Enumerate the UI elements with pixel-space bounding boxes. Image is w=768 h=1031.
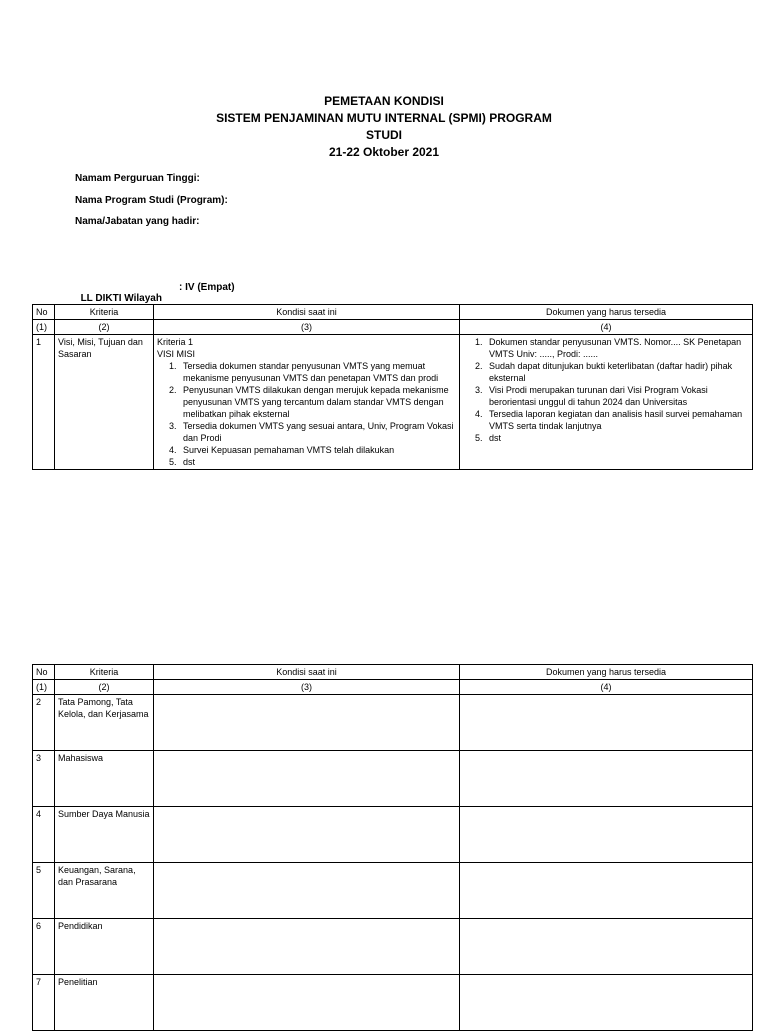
header-num-1: (1) (33, 680, 55, 695)
list-item: 4. Tersedia laporan kegiatan dan analisis hasil survei pemahaman VMTS serta tindak lanjutnya (485, 408, 749, 432)
header-kondisi: Kondisi saat ini (154, 305, 460, 320)
list-item: 2. Sudah dapat ditunjukan bukti keterlibatan (daftar hadir) pihak eksternal (485, 360, 749, 384)
kondisi-heading-2: VISI MISI (157, 349, 196, 359)
row-no: 7 (33, 975, 55, 1031)
row-kriteria: Pendidikan (55, 919, 154, 975)
row-no: 3 (33, 751, 55, 807)
table-row (33, 807, 753, 863)
title-line-3: STUDI (366, 128, 402, 142)
dokumen-list (463, 336, 749, 444)
row-no: 2 (33, 695, 55, 751)
table-row (33, 695, 753, 751)
row-kondisi[interactable] (154, 975, 460, 1031)
list-item: 1. Dokumen standar penyusunan VMTS. Nomor.... SK Penetapan VMTS Univ: ....., Prodi: ...... (485, 336, 749, 360)
row-dokumen[interactable] (460, 807, 753, 863)
kondisi-list (157, 360, 456, 468)
title-line-2: SISTEM PENJAMINAN MUTU INTERNAL (SPMI) PROGRAM (216, 111, 552, 125)
wilayah-value: : IV (Empat) (179, 282, 235, 293)
header-num-1: (1) (33, 320, 55, 335)
row-no: 5 (33, 863, 55, 919)
list-item: 5. dst (179, 456, 456, 468)
row-dokumen[interactable] (460, 863, 753, 919)
criteria-table-2 (32, 664, 753, 1031)
row-no: 4 (33, 807, 55, 863)
header-num-3: (3) (154, 320, 460, 335)
perguruan-tinggi-label: Namam Perguruan Tinggi: (75, 173, 200, 184)
table-row (33, 919, 753, 975)
row-kondisi[interactable] (154, 919, 460, 975)
row-kriteria: Visi, Misi, Tujuan dan Sasaran (55, 335, 154, 470)
wilayah-label: LL DIKTI Wilayah (80, 293, 162, 304)
title-line-4: 21-22 Oktober 2021 (328, 145, 440, 159)
list-item: 3. Visi Prodi merupakan turunan dari Visi Program Vokasi berorientasi unggul di tahun 2024 dan Universitas (485, 384, 749, 408)
row-kriteria: Tata Pamong, Tata Kelola, dan Kerjasama (55, 695, 154, 751)
header-no: No (33, 665, 55, 680)
jabatan-label: Nama/Jabatan yang hadir: (75, 216, 200, 227)
row-dokumen (460, 335, 753, 470)
header-kriteria: Kriteria (55, 305, 154, 320)
program-studi-label: Nama Program Studi (Program): (75, 195, 228, 206)
header-num-2: (2) (55, 320, 154, 335)
header-kondisi: Kondisi saat ini (154, 665, 460, 680)
row-dokumen[interactable] (460, 919, 753, 975)
table-row (33, 751, 753, 807)
list-item: 4. Survei Kepuasan pemahaman VMTS telah dilakukan (179, 444, 456, 456)
header-num-2: (2) (55, 680, 154, 695)
header-num-4: (4) (460, 680, 753, 695)
row-kondisi[interactable] (154, 807, 460, 863)
kondisi-heading-1: Kriteria 1 (157, 337, 194, 347)
document-title (0, 93, 768, 161)
row-dokumen[interactable] (460, 975, 753, 1031)
table-row (33, 975, 753, 1031)
list-item: 3. Tersedia dokumen VMTS yang sesuai antara, Univ, Program Vokasi dan Prodi (179, 420, 456, 444)
row-no: 1 (33, 335, 55, 470)
row-kondisi[interactable] (154, 863, 460, 919)
row-kriteria: Keuangan, Sarana, dan Prasarana (55, 863, 154, 919)
criteria-table-1 (32, 304, 753, 470)
row-no: 6 (33, 919, 55, 975)
row-kriteria: Penelitian (55, 975, 154, 1031)
header-dokumen: Dokumen yang harus tersedia (460, 665, 753, 680)
header-num-3: (3) (154, 680, 460, 695)
row-kondisi (154, 335, 460, 470)
list-item: 5. dst (485, 432, 749, 444)
row-kondisi[interactable] (154, 695, 460, 751)
header-dokumen: Dokumen yang harus tersedia (460, 305, 753, 320)
row-kriteria: Mahasiswa (55, 751, 154, 807)
row-kondisi[interactable] (154, 751, 460, 807)
table-row (33, 863, 753, 919)
title-line-1: PEMETAAN KONDISI (324, 94, 444, 108)
header-kriteria: Kriteria (55, 665, 154, 680)
list-item: 1. Tersedia dokumen standar penyusunan VMTS yang memuat mekanisme penyusunan VMTS dan penetapan VMTS dan prodi (179, 360, 456, 384)
row-dokumen[interactable] (460, 695, 753, 751)
header-no: No (33, 305, 55, 320)
list-item: 2. Penyusunan VMTS dilakukan dengan merujuk kepada mekanisme penyusunan VMTS yang tercantum dalam standar VMTS dengan melibatkan pihak eksternal (179, 384, 456, 420)
row-dokumen[interactable] (460, 751, 753, 807)
row-kriteria: Sumber Daya Manusia (55, 807, 154, 863)
header-num-4: (4) (460, 320, 753, 335)
table-row (33, 335, 753, 470)
